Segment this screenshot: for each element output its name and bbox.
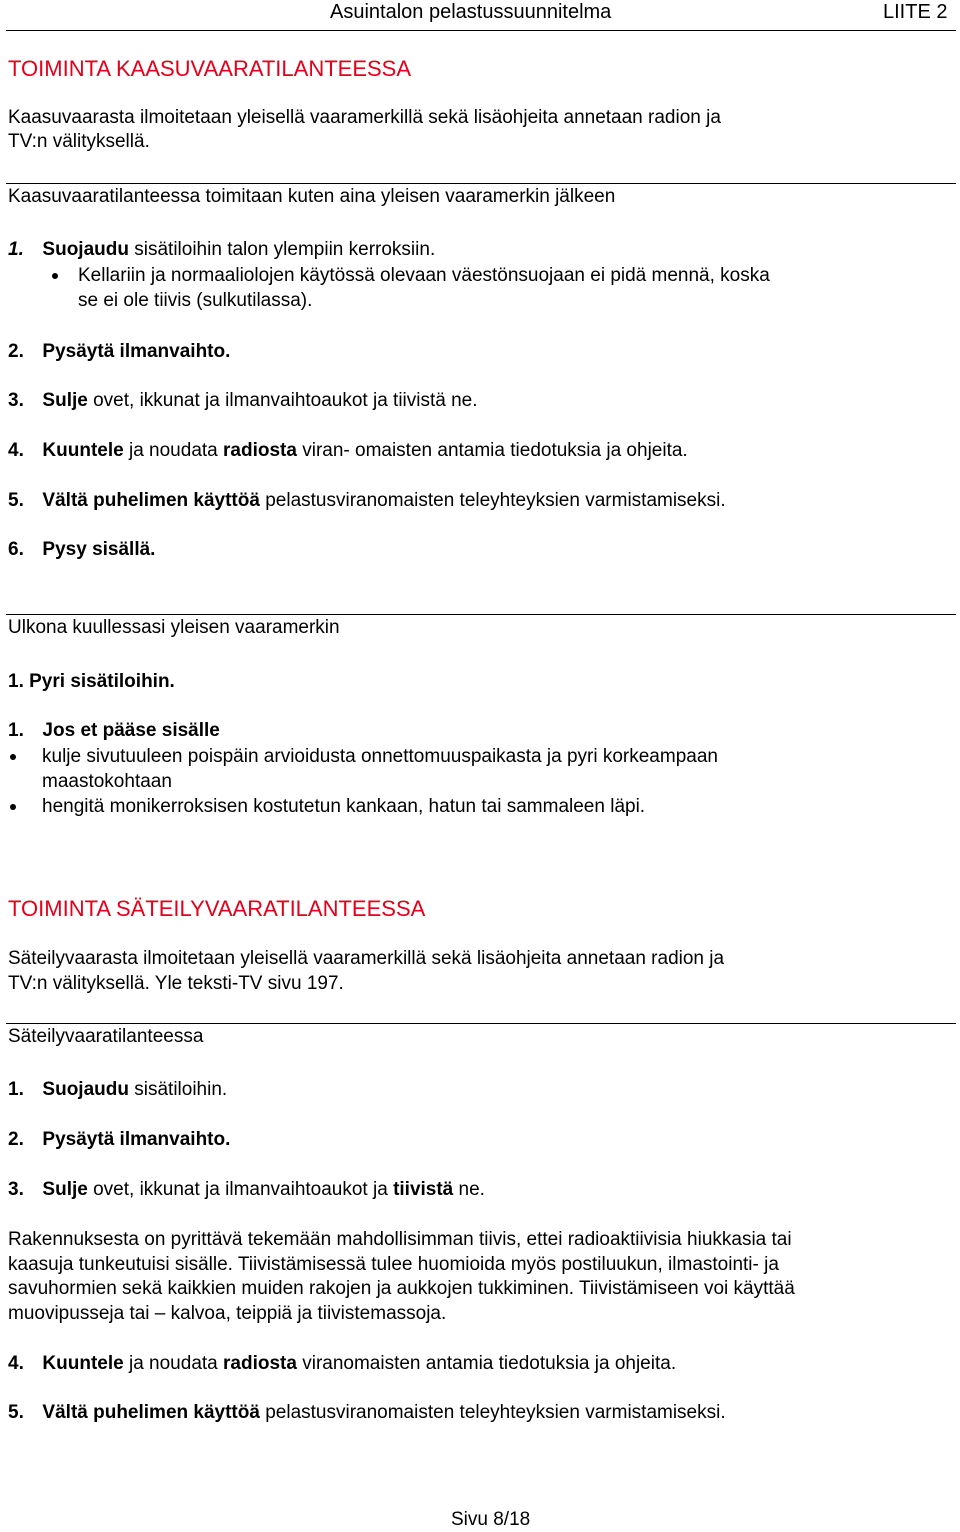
step-number: 1.: [8, 1079, 24, 1100]
gas-step-4: [8, 439, 688, 463]
step-text: ja noudata: [123, 440, 224, 461]
step-number: 5.: [8, 490, 24, 511]
bullet-icon: [10, 754, 16, 760]
appendix-label: LIITE 2: [883, 1, 948, 23]
step-number: 4.: [8, 440, 24, 461]
gas-intro-line2: TV:n välityksellä.: [8, 131, 150, 152]
header-divider: [6, 30, 956, 31]
gas-bullet-1-line2: se ei ole tiivis (sulkutilassa).: [78, 290, 313, 311]
step-keyword: Sulje: [42, 390, 88, 411]
document-title: Asuintalon pelastussuunnitelma: [330, 1, 612, 23]
outdoor-bullet-1-line2: maastokohtaan: [42, 771, 172, 792]
step-keyword: Pysy sisällä.: [42, 539, 156, 560]
radiation-step-2: [8, 1128, 230, 1152]
step-number: 5.: [8, 1402, 24, 1423]
radiation-step-4: [8, 1352, 676, 1376]
radiation-paragraph-line1: Rakennuksesta on pyrittävä tekemään mahdollisimman tiivis, ettei radioaktiivisia hiukkasia tai: [8, 1229, 792, 1250]
step-keyword: tiivistä: [393, 1179, 454, 1200]
step-text: pelastusviranomaisten teleyhteyksien varmistamiseksi.: [259, 1402, 726, 1423]
step-number: 3.: [8, 1179, 24, 1200]
bullet-icon: [10, 804, 16, 810]
step-text: ovet, ikkunat ja ilmanvaihtoaukot ja tiivistä ne.: [87, 390, 478, 411]
step-text: ovet, ikkunat ja ilmanvaihtoaukot ja: [87, 1179, 394, 1200]
gas-step-3: [8, 389, 478, 413]
step-keyword: Kuuntele: [42, 440, 124, 461]
step-keyword: Pysäytä ilmanvaihto.: [42, 1129, 231, 1150]
radiation-step-1: [8, 1078, 227, 1102]
step-text: viran- omaisten antamia tiedotuksia ja ohjeita.: [296, 440, 688, 461]
step-number: 2.: [8, 1129, 24, 1150]
step-number: 2.: [8, 341, 24, 362]
gas-step-2: [8, 340, 230, 364]
step-keyword: radiosta: [223, 1353, 297, 1374]
gas-bullet-1-line1: Kellariin ja normaaliolojen käytössä olevaan väestönsuojaan ei pidä mennä, koska: [78, 265, 770, 286]
step-text: ne.: [453, 1179, 485, 1200]
radiation-paragraph-line2: kaasuja tunkeutuisi sisälle. Tiivistämisessä tulee huomioida myös postiluukun, ilmastointi- ja: [8, 1254, 779, 1275]
radiation-paragraph-line3: savuhormien sekä kaikkien muiden rakojen ja aukkojen tukkiminen. Tiivistämiseen voi käyttää: [8, 1278, 795, 1299]
radiation-section-heading: TOIMINTA SÄTEILYVAARATILANTEESSA: [8, 896, 426, 921]
outdoor-bullet-1-line1: kulje sivutuuleen poispäin arvioidusta onnettomuuspaikasta ja pyri korkeampaan: [42, 746, 718, 767]
radiation-intro-line2: TV:n välityksellä. Yle teksti-TV sivu 197.: [8, 973, 344, 994]
step-text: pelastusviranomaisten teleyhteyksien varmistamiseksi.: [259, 490, 726, 511]
step-number: 3.: [8, 390, 24, 411]
step-keyword: Sulje: [42, 1179, 88, 1200]
gas-step-1: [8, 238, 435, 262]
step-text: sisätiloihin talon ylempiin kerroksiin.: [128, 239, 436, 260]
step-text: Jos et pääse sisälle: [42, 720, 220, 741]
radiation-paragraph-line4: muovipusseja tai – kalvoa, teippiä ja tiivistemassoja.: [8, 1303, 447, 1324]
outdoor-heading: Ulkona kuullessasi yleisen vaaramerkin: [8, 617, 340, 638]
outdoor-heading-rule: [6, 614, 956, 615]
radiation-step-5: [8, 1401, 726, 1425]
gas-subheading-rule: [6, 183, 956, 184]
outdoor-step-2: [8, 719, 220, 743]
gas-step-6: [8, 538, 155, 562]
step-number: 6.: [8, 539, 24, 560]
page-number: Sivu 8/18: [451, 1509, 531, 1530]
radiation-step-3: [8, 1178, 485, 1202]
gas-intro-line1: Kaasuvaarasta ilmoitetaan yleisellä vaaramerkillä sekä lisäohjeita annetaan radion ja: [8, 107, 721, 128]
step-keyword: Pysäytä ilmanvaihto.: [42, 341, 231, 362]
bullet-icon: [52, 273, 58, 279]
outdoor-bullet-2: hengitä monikerroksisen kostutetun kankaan, hatun tai sammaleen läpi.: [42, 796, 646, 817]
radiation-subheading-rule: [6, 1023, 956, 1024]
step-keyword: Vältä puhelimen käyttöä: [42, 1402, 260, 1423]
gas-step-5: [8, 489, 726, 513]
gas-section-heading: TOIMINTA KAASUVAARATILANTEESSA: [8, 56, 412, 81]
step-text: viranomaisten antamia tiedotuksia ja ohjeita.: [296, 1353, 677, 1374]
step-number: 1.: [8, 720, 24, 741]
step-number: 1.: [8, 239, 24, 260]
step-keyword: Vältä puhelimen käyttöä: [42, 490, 260, 511]
step-keyword: Suojaudu: [42, 1079, 129, 1100]
step-keyword: Kuuntele: [42, 1353, 124, 1374]
step-text: sisätiloihin.: [128, 1079, 228, 1100]
step-keyword: radiosta: [223, 440, 297, 461]
gas-subheading: Kaasuvaaratilanteessa toimitaan kuten aina yleisen vaaramerkin jälkeen: [8, 186, 616, 207]
step-text: ja noudata: [123, 1353, 224, 1374]
radiation-subheading: Säteilyvaaratilanteessa: [8, 1026, 204, 1047]
step-keyword: Suojaudu: [42, 239, 129, 260]
radiation-intro-line1: Säteilyvaarasta ilmoitetaan yleisellä vaaramerkillä sekä lisäohjeita annetaan radion ja: [8, 948, 725, 969]
step-text: 1. Pyri sisätiloihin.: [8, 671, 175, 692]
outdoor-step-1: [8, 670, 175, 694]
step-number: 4.: [8, 1353, 24, 1374]
